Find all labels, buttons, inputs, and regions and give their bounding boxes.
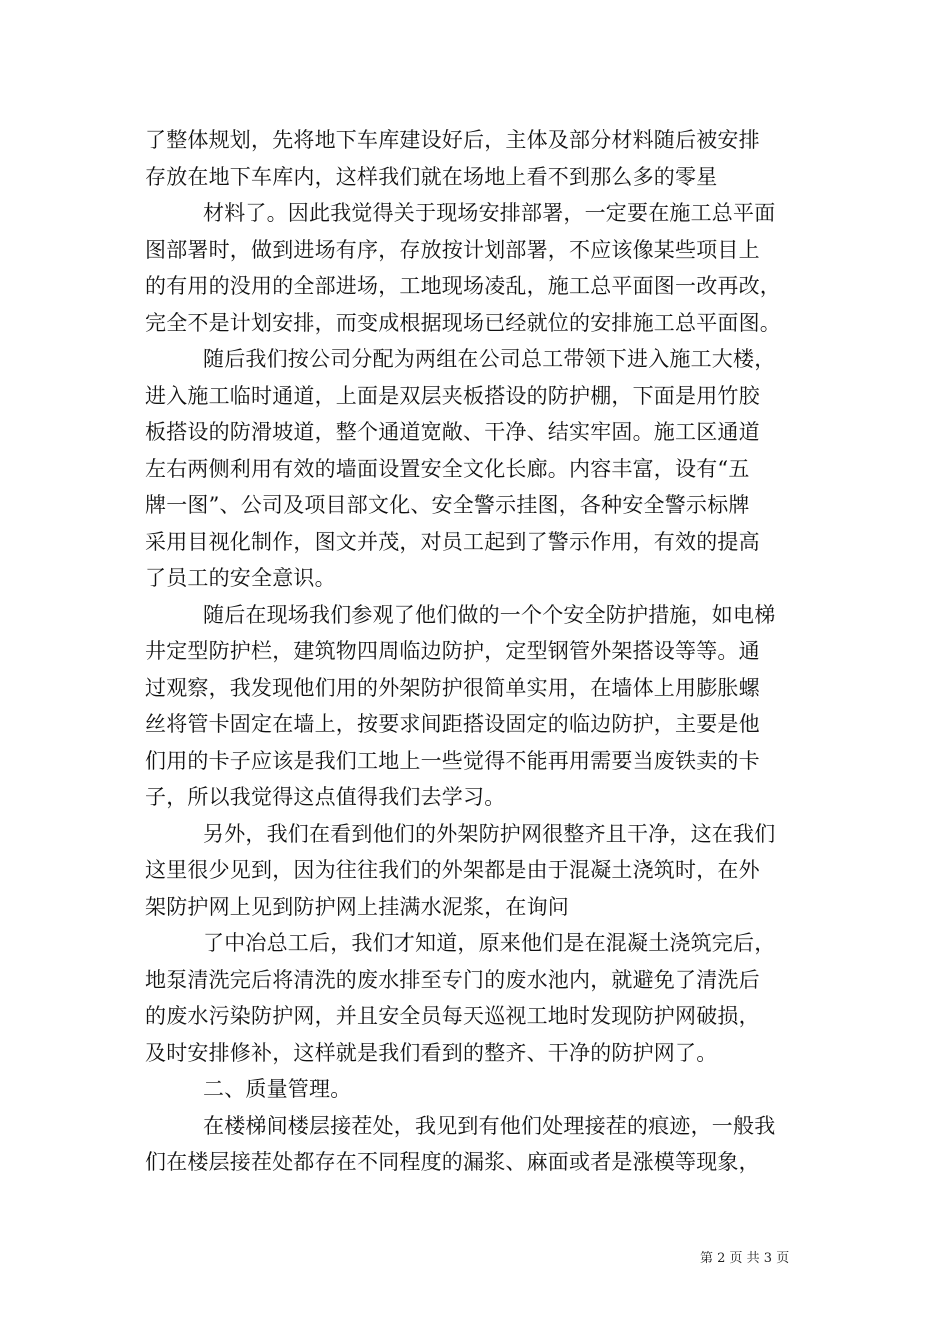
text-line: 了员工的安全意识。 xyxy=(145,566,336,590)
text-line: 这里很少见到，因为往往我们的外架都是由于混凝土浇筑时，在外 xyxy=(145,858,760,882)
text-line: 及时安排修补，这样就是我们看到的整齐、干净的防护网了。 xyxy=(145,1040,718,1065)
text-line: 地泵清洗完后将清洗的废水排至专门的废水池内，就避免了清洗后 xyxy=(145,967,760,992)
text-line: 架防护网上见到防护网上挂满水泥浆，在询问 xyxy=(145,894,569,919)
text-line: 丝将管卡固定在墙上，按要求间距搭设固定的临边防护，主要是他 xyxy=(145,712,760,736)
text-line: 了整体规划，先将地下车库建设好后，主体及部分材料随后被安排 xyxy=(145,128,760,152)
text-line: 们用的卡子应该是我们工地上一些觉得不能再用需要当废铁卖的卡 xyxy=(145,748,760,773)
text-line: 随后在现场我们参观了他们做的一个个安全防护措施，如电梯 xyxy=(203,602,776,627)
text-line: 材料了。因此我觉得关于现场安排部署，一定要在施工总平面 xyxy=(203,201,776,225)
text-line: 左右两侧利用有效的墙面设置安全文化长廊。内容丰富，设有“五 xyxy=(145,456,750,481)
text-line: 二、质量管理。 xyxy=(203,1077,352,1101)
text-line: 牌一图”、公司及项目部文化、安全警示挂图，各种安全警示标牌 xyxy=(145,493,750,517)
text-line: 板搭设的防滑坡道，整个通道宽敞、干净、结实牢固。施工区通道 xyxy=(145,420,760,444)
body-text xyxy=(145,122,825,1181)
text-line: 随后我们按公司分配为两组在公司总工带领下进入施工大楼， xyxy=(203,347,776,371)
text-line: 的有用的没用的全部进场，工地现场凌乱，施工总平面图一改再改， xyxy=(145,274,781,298)
text-line: 了中冶总工后，我们才知道，原来他们是在混凝土浇筑完后， xyxy=(203,931,776,955)
text-line: 采用目视化制作，图文并茂，对员工起到了警示作用，有效的提高 xyxy=(145,529,760,554)
text-line: 图部署时，做到进场有序，存放按计划部署，不应该像某些项目上 xyxy=(145,237,760,262)
text-line: 过观察，我发现他们用的外架防护很简单实用，在墙体上用膨胀螺 xyxy=(145,675,760,700)
text-line: 们在楼层接茬处都存在不同程度的漏浆、麻面或者是涨模等现象， xyxy=(145,1150,760,1174)
text-line: 的废水污染防护网，并且安全员每天巡视工地时发现防护网破损， xyxy=(145,1004,760,1028)
text-line: 子，所以我觉得这点值得我们去学习。 xyxy=(145,785,506,809)
text-line: 井定型防护栏，建筑物四周临边防护，定型钢管外架搭设等等。通 xyxy=(145,639,760,663)
text-line: 完全不是计划安排，而变成根据现场已经就位的安排施工总平面图。 xyxy=(145,310,781,335)
text-line: 在楼梯间楼层接茬处，我见到有他们处理接茬的痕迹，一般我 xyxy=(203,1113,776,1138)
page-number-footer: 第 2 页 共 3 页 xyxy=(700,1251,790,1266)
text-line: 存放在地下车库内，这样我们就在场地上看不到那么多的零星 xyxy=(145,164,718,189)
text-line: 进入施工临时通道，上面是双层夹板搭设的防护棚，下面是用竹胶 xyxy=(145,383,760,408)
text-line: 另外，我们在看到他们的外架防护网很整齐且干净，这在我们 xyxy=(203,821,776,846)
